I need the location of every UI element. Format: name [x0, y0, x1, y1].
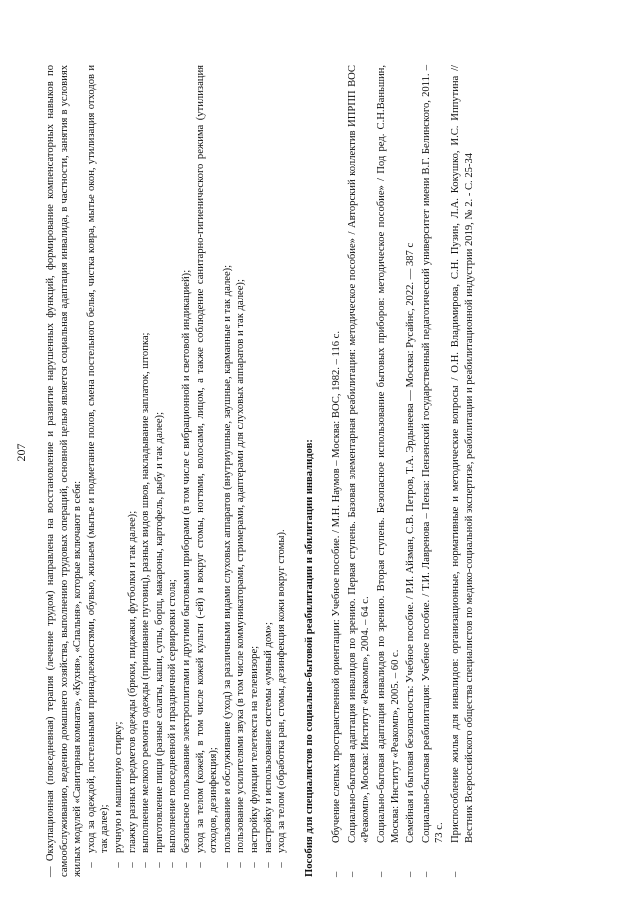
list-item-text: настройку функции телетекста на телевизоре; [248, 645, 260, 853]
reference-text: Социально-бытовая реабилитация: Учебное пособие. / Т.И. Лавренова – Пенза: Пензенский государственный педагогический университет имени В.Г. Белинского, 2011. – 73 с. [420, 65, 446, 843]
page-number: 207 [14, 443, 28, 462]
list-item [221, 65, 235, 877]
list-item [194, 65, 221, 877]
list-dash: – [153, 862, 165, 868]
list-item [112, 65, 126, 877]
list-item-text: уход за телом (обработка ран, стомы, дезинфекция кожи вокруг стомы). [276, 529, 288, 853]
document-body [44, 65, 476, 877]
reference-dash: – [405, 871, 417, 877]
reference-item [375, 65, 402, 877]
reference-dash: – [376, 871, 388, 877]
reference-text: Семейная и бытовая безопасность: Учебное пособие. / Р.И. Айзман, С.В. Петров, Т.А. Эрдынеева — Москва: Русайнс, 2022. — 387 с [405, 242, 417, 843]
list-item [139, 65, 153, 877]
section-heading: Пособия для специалистов по социально-бытовой реабилитации и абилитации инвалидов: [303, 439, 315, 877]
list-item [234, 65, 248, 877]
list-dash: – [235, 862, 247, 868]
reference-item [330, 65, 344, 877]
reference-dash: – [331, 871, 343, 877]
spacer [289, 65, 303, 877]
activity-list [85, 65, 289, 877]
list-item-text: безопасное пользование электроплитами и другими бытовыми приборами (в том числе с вибрационной и световой индикацией); [180, 269, 192, 853]
list-dash: – [167, 862, 179, 868]
list-dash: – [126, 862, 138, 868]
list-item-text: выполнение повседневной и праздничной сервировки стола; [167, 579, 179, 853]
reference-text: Обучение слепых пространственной ориентации: Учебное пособие. / М.Н. Наумов – Москва: ВОС, 1982. – 116 с. [331, 330, 343, 843]
intro-paragraph: — Оккупационная (повседневная) терапия (лечение трудом) направлена на восстановление и развитие нарушенных функций, формирование компенсаторных навыков по самообслуживанию, ведению домашнего хозяйства, выполнению трудовых операций, основной целью является социальная адаптация инвалида, в частности, занятия в условиях жилых модулей «Санитарная комната», «Кухня», «Спальня», которые включают в себя: [45, 65, 84, 877]
list-item [262, 65, 276, 877]
list-item-text: глажку разных предметов одежды (брюки, пиджаки, футболки и так далее); [126, 510, 138, 853]
list-dash: – [194, 862, 206, 868]
reference-text: Социально-бытовая адаптация инвалидов по зрению. Первая ступень. Базовая элементарная реабилитация: методическое пособие» / Авторский коллектив ИПРПП ВОС «Реакомп», Москва: Институт «Реакомп», 2004. – 64 с. [346, 65, 372, 843]
list-item [153, 65, 167, 877]
list-item-text: приготовление пищи (разные салаты, каши, супы, борщ, макароны, картофель, рыбу и так далее); [153, 411, 165, 853]
list-item [248, 65, 262, 877]
list-dash: – [112, 862, 124, 868]
list-dash: – [248, 862, 260, 868]
reference-dash: – [346, 871, 358, 877]
reference-list [330, 65, 476, 877]
list-item [85, 65, 112, 877]
list-item [180, 65, 194, 877]
list-item-text: выполнение мелкого ремонта одежды (пришивание пуговиц), разных видов швов, накладывание заплаток, штопка; [140, 332, 152, 853]
list-item [126, 65, 140, 877]
list-dash: – [221, 862, 233, 868]
list-item-text: пользование усилителями звука (в том числе коммуникаторами, стримерами, адаптерами для слуховых аппаратов и так далее); [235, 279, 247, 853]
reference-item [449, 65, 476, 877]
list-dash: – [262, 862, 274, 868]
list-item-text: пользование и обслуживание (уход) за различными видами слуховых аппаратов (внутриушные, заушные, карманные и так далее); [221, 264, 233, 853]
reference-dash: – [420, 871, 432, 877]
list-item-text: уход за одеждой, постельными принадлежностями, обувью, жильем (мытье и подметание полов, смена постельного белья, чистка ковра, мытье окон, утилизация отходов и так далее); [85, 65, 111, 853]
reference-text: Социально-бытовая адаптация инвалидов по зрению. Вторая ступень. Безопасное использование бытовых приборов: методическое пособие» / Под ред. С.Н.Ваньшин, Москва: Институт «Реакомп», 2005. – 60 с. [376, 65, 401, 843]
list-item [275, 65, 289, 877]
reference-item [404, 65, 418, 877]
reference-item [420, 65, 447, 877]
list-dash: – [180, 862, 192, 868]
reference-item [346, 65, 373, 877]
list-dash: – [140, 862, 152, 868]
list-item-text: настройку и использование системы «умный дом»; [262, 622, 274, 853]
list-dash: – [85, 862, 97, 868]
list-item [166, 65, 180, 877]
list-item-text: уход за телом (кожей, в том числе кожей культи (-ей) и вокруг стомы, ногтями, волосами, лицом, а также соблюдение санитарно-гигиенического режима (утилизация отходов, дезинфекция); [194, 65, 220, 853]
reference-dash: – [450, 871, 462, 877]
list-dash: – [276, 862, 288, 868]
list-item-text: ручную и машинную стирку; [112, 721, 124, 853]
reference-text: Приспособление жилья для инвалидов: организационные, нормативные и методические вопросы / О.Н. Владимирова, С.Н. Пузин, Л.А. Кокушко, И.С. Иппутина // Вестник Всероссийского общества специалистов по медико-социальной экспертизе, реабилитации и реабилитационной индустрии 2019, № 2. - С. 25-34 [450, 65, 475, 843]
